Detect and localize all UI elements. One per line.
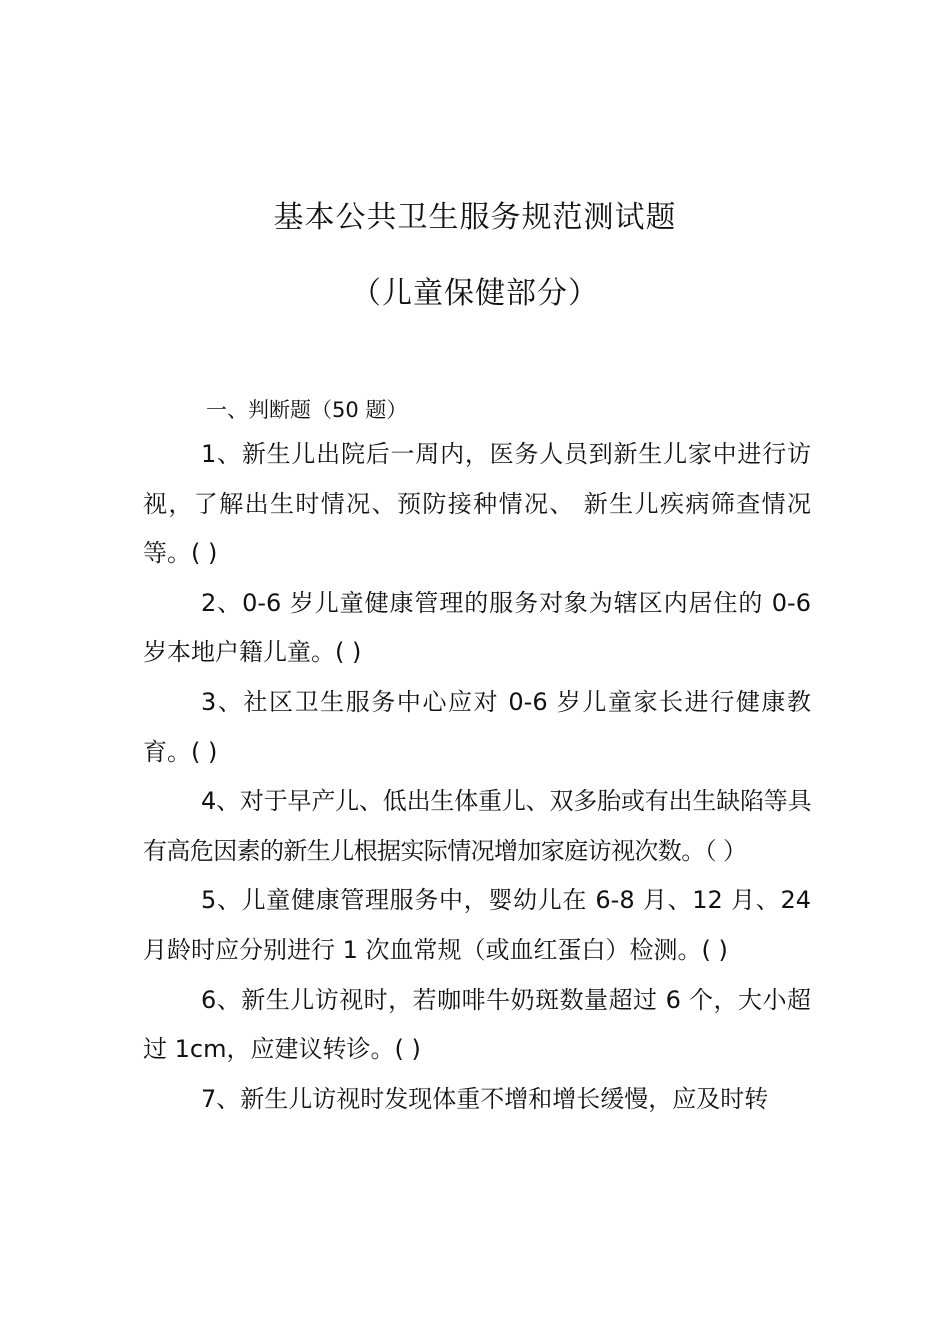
question-item: 7、新生儿访视时发现体重不增和增长缓慢，应及时转 (201, 1084, 769, 1113)
question-item: 5、儿童健康管理服务中，婴幼儿在 6-8 月、12 月、24 月龄时应分别进行 1 次血常规（或血红蛋白）检测。( ) (143, 886, 811, 964)
section-heading: 一、判断题（50 题） (206, 398, 408, 422)
question-item: 2、0-6 岁儿童健康管理的服务对象为辖区内居住的 0-6 岁本地户籍儿童。( ) (143, 588, 811, 667)
document-title: 基本公共卫生服务规范测试题 (273, 200, 677, 235)
question-item: 3、社区卫生服务中心应对 0-6 岁儿童家长进行健康教育。( ) (143, 687, 811, 766)
question-item: 4、对于早产儿、低出生体重儿、双多胎或有出生缺陷等具有高危因素的新生儿根据实际情况增加家庭访视次数。（ ） (143, 787, 811, 865)
question-item: 1、新生儿出院后一周内，医务人员到新生儿家中进行访视，了解出生时情况、预防接种情况、 新生儿疾病筛查情况等。( ) (143, 440, 811, 568)
question-list (143, 430, 811, 1124)
question-item: 6、新生儿访视时，若咖啡牛奶斑数量超过 6 个，大小超过 1cm，应建议转诊。( ) (143, 985, 811, 1064)
document-subtitle: （儿童保健部分） (351, 276, 599, 311)
